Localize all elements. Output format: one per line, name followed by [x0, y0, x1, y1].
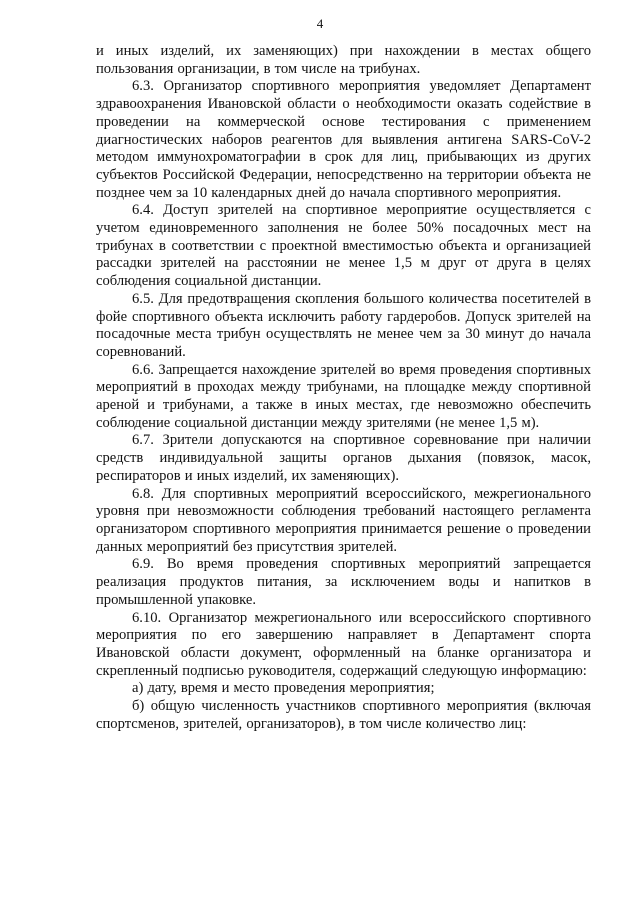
paragraph-6-3: 6.3. Организатор спортивного мероприятия уведомляет Департамент здравоохранения Ивановской области о необходимости оказать содействие в проведении на коммерческой основе тестирования с применением диагностических наборов реагентов для выявления антигена SARS-CoV-2 методом иммунохроматографии в срок для лиц, прибывающих из других субъектов Российской Федерации, непосредственно на территории объекта не позднее чем за 10 календарных дней до начала спортивного мероприятия. [96, 78, 591, 201]
page-number: 4 [316, 16, 324, 31]
list-item-a: а) дату, время и место проведения мероприятия; [132, 680, 435, 697]
paragraph-6-5: 6.5. Для предотвращения скопления большого количества посетителей в фойе спортивного объекта исключить работу гардеробов. Допуск зрителей на посадочные места трибун осуществлять не менее чем за 30 минут до начала соревнований. [96, 290, 591, 360]
paragraph-6-10: 6.10. Организатор межрегионального или всероссийского спортивного мероприятия по его завершению направляет в Департамент спорта Ивановской области документ, оформленный на бланке организатора и скрепленный подписью руководителя, содержащий следующую информацию: [96, 609, 591, 679]
paragraph-6-6: 6.6. Запрещается нахождение зрителей во время проведения спортивных мероприятий в проходах между трибунами, на площадке между спортивной ареной и трибунами, а также в иных местах, где невозможно обеспечить соблюдение социальной дистанции между зрителями (не менее 1,5 м). [96, 361, 591, 431]
paragraph-6-4: 6.4. Доступ зрителей на спортивное мероприятие осуществляется с учетом единовременного заполнения не более 50% посадочных мест на трибунах в соответствии с проектной вместимостью объекта и организацией рассадки зрителей на расстоянии не менее 1,5 м друг от друга в целях соблюдения социальной дистанции. [96, 202, 591, 290]
document-body [96, 43, 591, 733]
paragraph-6-8: 6.8. Для спортивных мероприятий всероссийского, межрегионального уровня при невозможности соблюдения требований настоящего регламента организатором спортивного мероприятия принимается решение о проведении данных мероприятий без присутствия зрителей. [96, 485, 591, 555]
paragraph-6-9: 6.9. Во время проведения спортивных мероприятий запрещается реализация продуктов питания, за исключением воды и напитков в промышленной упаковке. [96, 556, 591, 608]
paragraph-continuation: и иных изделий, их заменяющих) при нахождении в местах общего пользования организации, в том числе на трибунах. [96, 43, 591, 77]
list-item-b: б) общую численность участников спортивного мероприятия (включая спортсменов, зрителей, организаторов), в том числе количество лиц: [96, 698, 591, 732]
paragraph-6-7: 6.7. Зрители допускаются на спортивное соревнование при наличии средств индивидуальной защиты органов дыхания (повязок, масок, респираторов и иных изделий, их заменяющих). [96, 432, 591, 484]
